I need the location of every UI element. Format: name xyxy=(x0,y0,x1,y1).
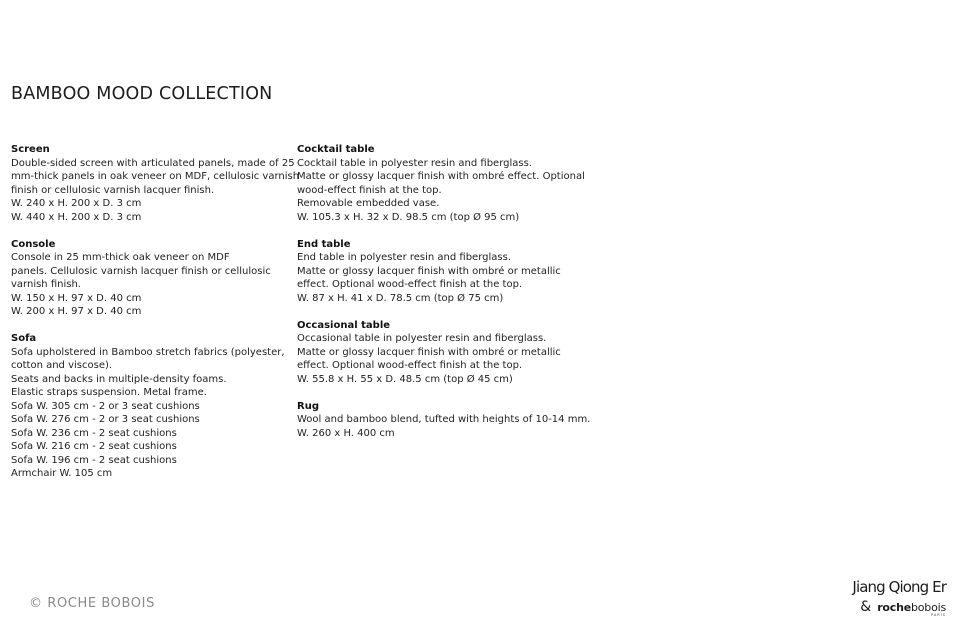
product-item xyxy=(297,238,587,306)
left-column xyxy=(11,143,300,481)
product-item xyxy=(297,143,587,224)
item-spacer xyxy=(297,305,587,319)
product-description-line: Sofa W. 276 cm - 2 or 3 seat cushions xyxy=(11,414,200,425)
product-description-line: W. 200 x H. 97 x D. 40 cm xyxy=(11,306,142,317)
product-description-line: wood-effect finish at the top. xyxy=(297,184,442,196)
product-description-line: effect. Optional wood-effect finish at the top. xyxy=(297,360,523,371)
brand-signature xyxy=(852,578,946,615)
product-item xyxy=(11,143,300,224)
product-item xyxy=(297,400,591,441)
product-description-line: Double-sided screen with articulated panels, made of 25 xyxy=(11,157,295,169)
logo-subtitle: PARIS xyxy=(931,613,946,617)
ampersand: & xyxy=(860,599,872,615)
product-description-line: panels. Cellulosic varnish lacquer finish or cellulosic xyxy=(11,265,271,277)
logo-bold-part: roche xyxy=(877,601,911,614)
item-spacer xyxy=(11,224,286,238)
product-description-line: Cocktail table in polyester resin and fiberglass. xyxy=(297,157,532,169)
product-description-line: W. 55.8 x H. 55 x D. 48.5 cm (top Ø 45 cm) xyxy=(297,373,513,385)
product-heading: End table xyxy=(297,238,351,250)
product-description-line: cotton and viscose). xyxy=(11,360,113,371)
product-description-line: W. 240 x H. 200 x D. 3 cm xyxy=(11,198,142,209)
item-spacer xyxy=(11,319,286,333)
product-description-line: varnish finish. xyxy=(11,279,81,290)
product-item xyxy=(11,238,286,319)
product-description-line: finish or cellulosic varnish lacquer finish. xyxy=(11,184,215,196)
item-spacer xyxy=(297,224,587,238)
product-description-line: Seats and backs in multiple-density foams. xyxy=(11,373,227,385)
product-description-line: Matte or glossy lacquer finish with ombré or metallic xyxy=(297,346,561,358)
product-heading: Sofa xyxy=(11,333,37,344)
product-description-line: W. 150 x H. 97 x D. 40 cm xyxy=(11,292,142,304)
right-column xyxy=(297,143,591,440)
product-description-line: End table in polyester resin and fiberglass. xyxy=(297,252,511,263)
product-description-line: W. 105.3 x H. 32 x D. 98.5 cm (top Ø 95 cm) xyxy=(297,211,520,223)
product-description-line: W. 87 x H. 41 x D. 78.5 cm (top Ø 75 cm) xyxy=(297,292,504,304)
product-heading: Cocktail table xyxy=(297,144,375,155)
product-item xyxy=(297,319,587,387)
copyright-notice: © ROCHE BOBOIS xyxy=(29,596,155,611)
product-description-line: Matte or glossy lacquer finish with ombré or metallic xyxy=(297,265,561,277)
product-item xyxy=(11,332,286,481)
product-description-line: effect. Optional wood-effect finish at the top. xyxy=(297,279,523,290)
product-description-line: Sofa W. 196 cm - 2 seat cushions xyxy=(11,454,177,466)
product-description-line: Sofa upholstered in Bamboo stretch fabrics (polyester, xyxy=(11,346,285,358)
product-description-line: Wool and bamboo blend, tufted with heights of 10-14 mm. xyxy=(297,414,591,425)
product-description-line: Elastic straps suspension. Metal frame. xyxy=(11,387,207,398)
product-heading: Occasional table xyxy=(297,319,391,331)
product-description-line: Sofa W. 305 cm - 2 or 3 seat cushions xyxy=(11,400,200,412)
product-description-line: Sofa W. 216 cm - 2 seat cushions xyxy=(11,441,177,452)
product-description-line: Occasional table in polyester resin and fiberglass. xyxy=(297,333,547,344)
product-description-line: Removable embedded vase. xyxy=(297,198,440,209)
product-description-line: Armchair W. 105 cm xyxy=(11,468,113,479)
product-heading: Screen xyxy=(11,144,50,155)
product-description-line: W. 440 x H. 200 x D. 3 cm xyxy=(11,211,142,223)
logo-regular-part: bobois xyxy=(910,601,946,614)
item-spacer xyxy=(297,386,587,400)
page-title: BAMBOO MOOD COLLECTION xyxy=(11,84,273,104)
designer-name: Jiang Qiong Er xyxy=(852,578,946,596)
product-description-line: Sofa W. 236 cm - 2 seat cushions xyxy=(11,427,177,439)
product-description-line: mm-thick panels in oak veneer on MDF, cellulosic varnish xyxy=(11,171,300,182)
product-description-line: Console in 25 mm-thick oak veneer on MDF xyxy=(11,252,230,263)
product-heading: Console xyxy=(11,238,56,250)
product-description-line: Matte or glossy lacquer finish with ombré effect. Optional xyxy=(297,171,585,182)
product-description-line: W. 260 x H. 400 cm xyxy=(297,427,395,439)
product-heading: Rug xyxy=(297,400,319,412)
